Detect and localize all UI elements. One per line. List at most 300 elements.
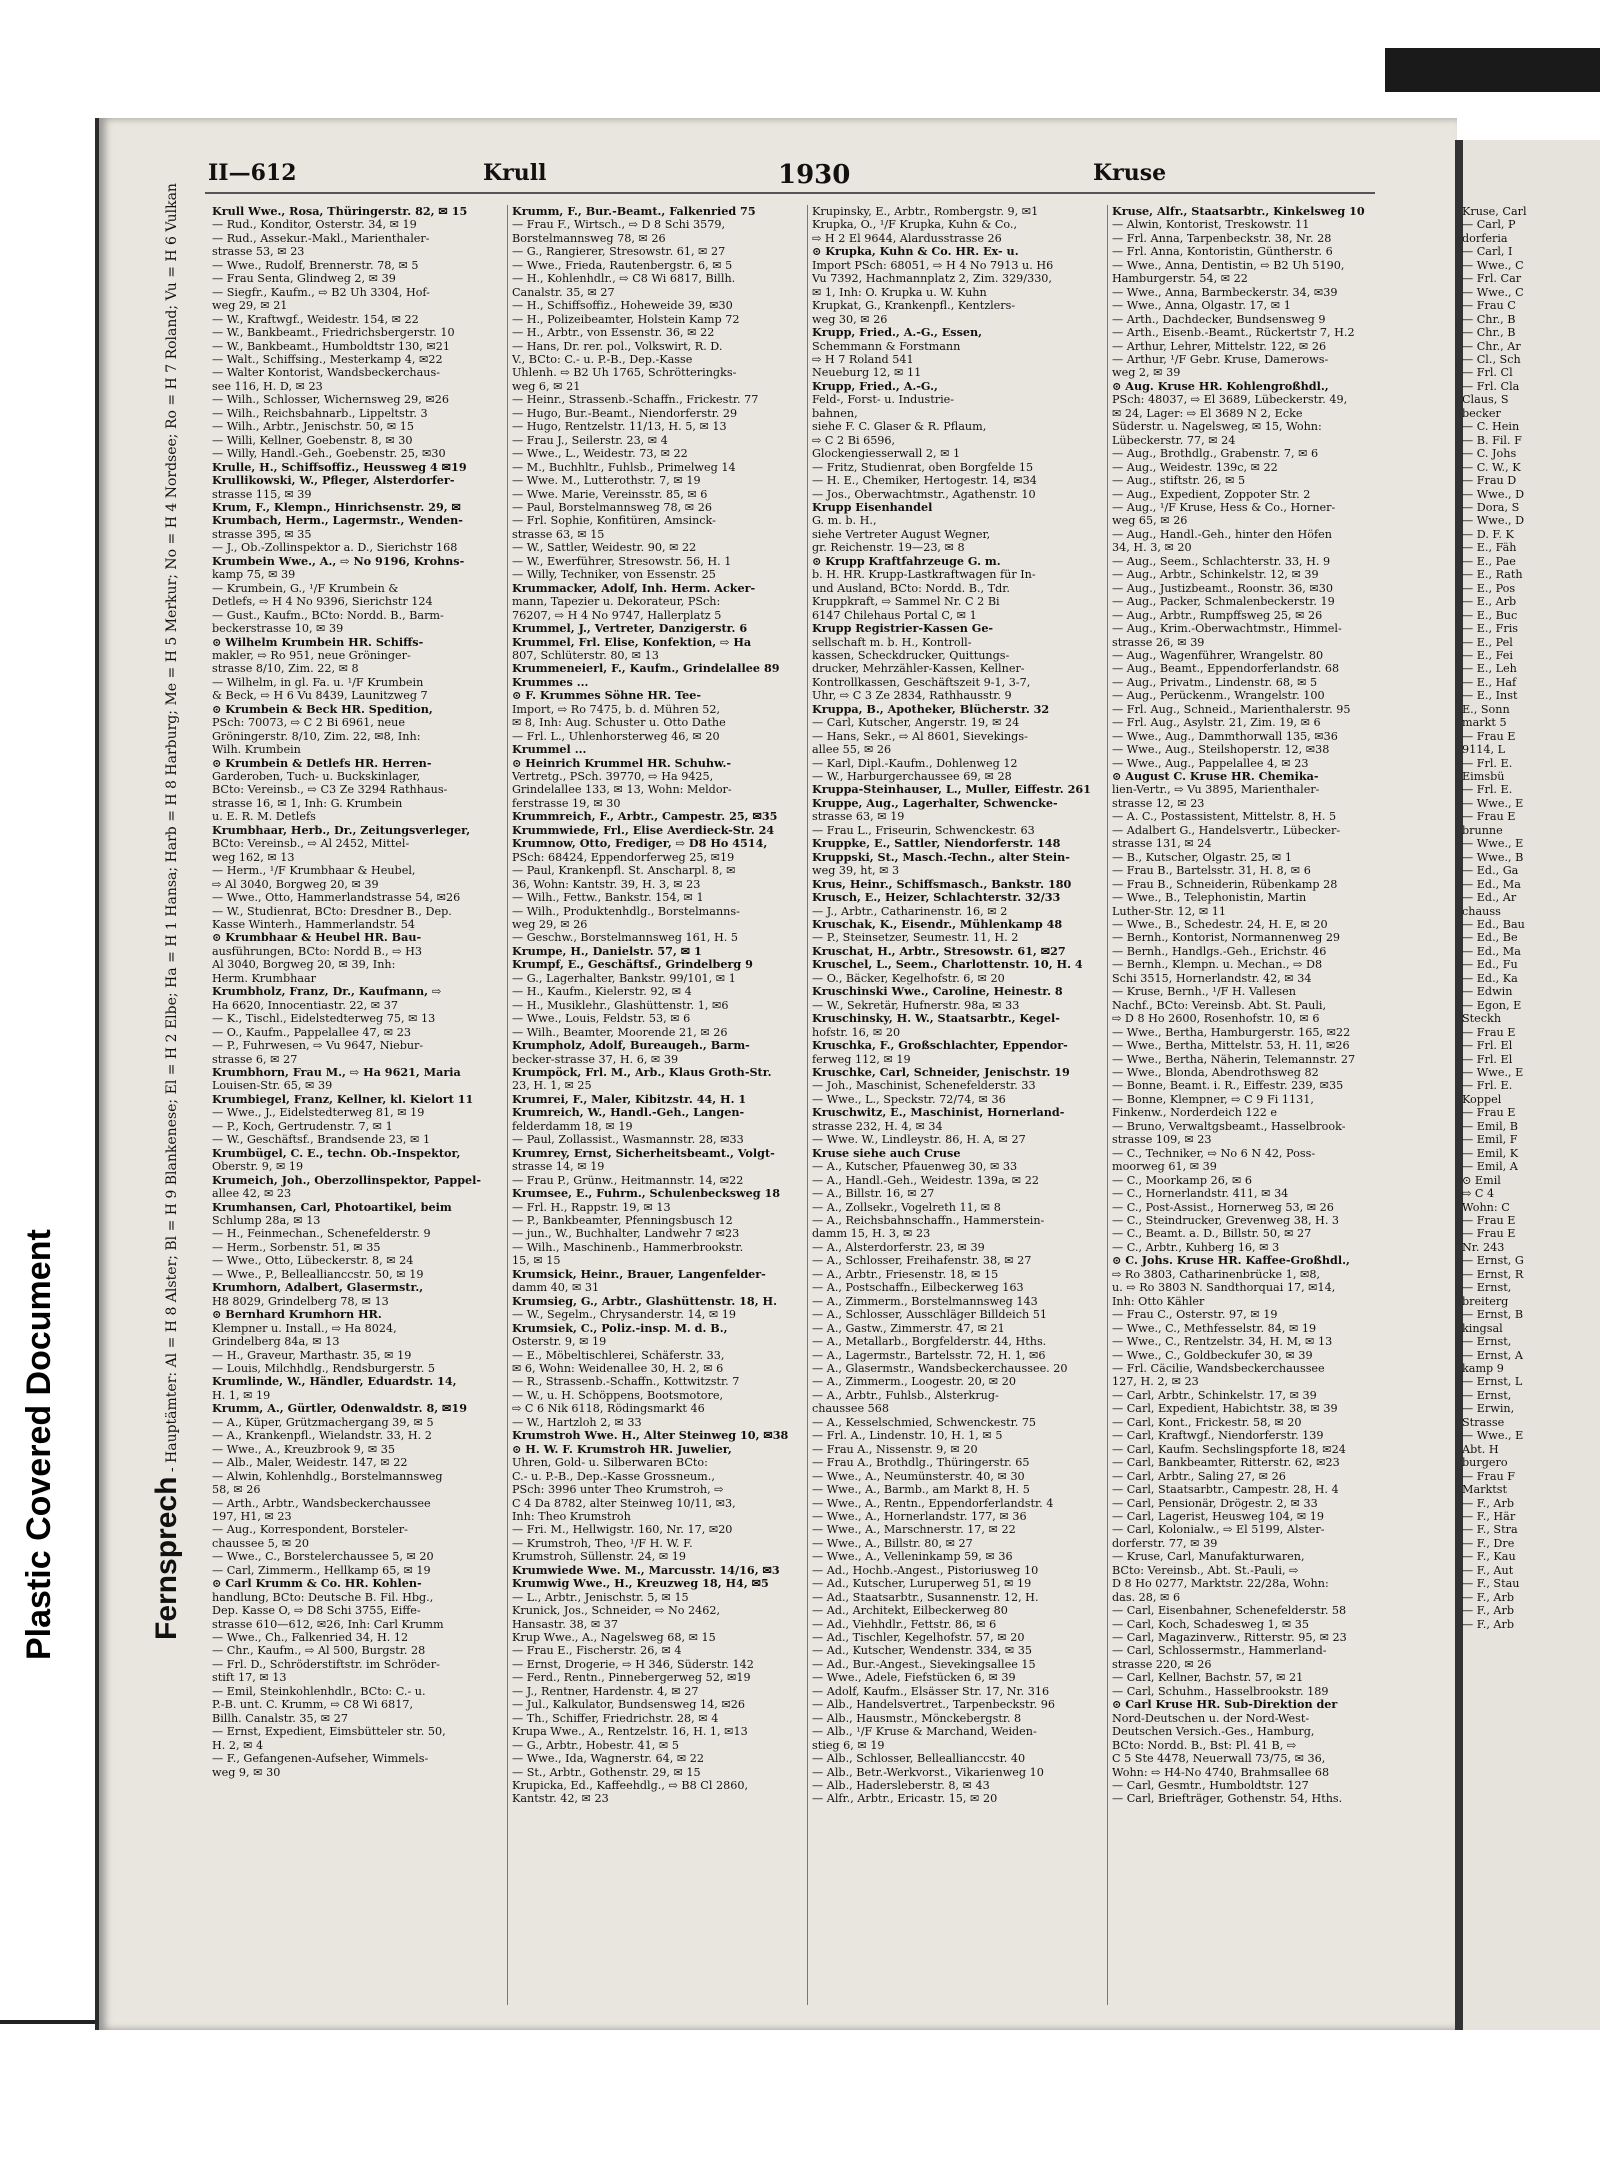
directory-entry: Neueburg 12, ✉ 11 — [812, 366, 922, 380]
next-page-entry: — Frau E — [1462, 1227, 1516, 1241]
directory-entry: H. 2, ✉ 4 — [212, 1738, 264, 1752]
directory-entry: Schemmann & Forstmann — [812, 339, 961, 353]
directory-entry: Schi 3515, Hornerlandstr. 42, ✉ 34 — [1112, 971, 1312, 985]
directory-entry: PSch: 70073, ⇨ C 2 Bi 6961, neue — [212, 716, 406, 730]
directory-entry: Hansastr. 38, ✉ 37 — [512, 1617, 619, 1631]
next-page-entry: — Frau E — [1462, 729, 1516, 743]
directory-entry: Krum, F., Klempn., Hinrichsenstr. 29, ✉ — [212, 500, 461, 514]
directory-entry: Kruse siehe auch Cruse — [812, 1146, 961, 1160]
next-page-entry: — Frl. E. — [1462, 756, 1513, 770]
directory-entry: — H., Polizeibeamter, Holstein Kamp 72 — [512, 312, 740, 326]
directory-entry: — Ferd., Rentn., Pinnebergerweg 52, ✉19 — [512, 1671, 751, 1685]
directory-entry: — H., Arbtr., von Essenstr. 36, ✉ 22 — [512, 326, 715, 340]
next-page-entry: — F., Stra — [1462, 1523, 1518, 1537]
directory-entry: — Frl. Aug., Schneid., Marienthalerstr. 95 — [1112, 702, 1351, 716]
next-page-entry: — F., Stau — [1462, 1577, 1520, 1591]
directory-entry: Luther-Str. 12, ✉ 11 — [1112, 904, 1226, 918]
next-page-entry: — Wwe., C — [1462, 258, 1524, 272]
directory-entry: — H., Musiklehr., Glashüttenstr. 1, ✉6 — [512, 998, 729, 1012]
directory-entry: — H., Graveur, Marthastr. 35, ✉ 19 — [212, 1348, 412, 1362]
directory-entry: BCto: Vereinsb., ⇨ C3 Ze 3294 Rathhaus- — [212, 783, 448, 797]
directory-entry: — Aug., Packer, Schmalenbeckerstr. 19 — [1112, 595, 1335, 609]
directory-entry: — W., Studienrat, BCto: Dresdner B., Dep. — [212, 904, 452, 918]
next-page-entry: — Emil, B — [1462, 1119, 1519, 1133]
next-page-entry: — Frau E — [1462, 1106, 1516, 1120]
header-year: 1930 — [778, 160, 851, 190]
directory-entry: — G., Lagerhalter, Bankstr. 99/101, ✉ 1 — [512, 971, 736, 985]
next-page-entry: — D. F. K — [1462, 527, 1514, 541]
directory-entry: — Kruse, Bernh., ¹/F H. Vallesen — [1112, 985, 1296, 999]
directory-entry: Krupp, Fried., A.-G., — [812, 379, 938, 393]
directory-entry: Krummes ... — [512, 675, 589, 689]
directory-entry: ⊙ Krumbein & Beck HR. Spedition, — [212, 702, 433, 716]
directory-entry: Krumbach, Herm., Lagermstr., Wenden- — [212, 514, 463, 528]
directory-entry: — Aug., Weidestr. 139c, ✉ 22 — [1112, 460, 1278, 474]
directory-entry: 6147 Chilehaus Portal C, ✉ 1 — [812, 608, 977, 622]
next-page-entry: — Wwe., D — [1462, 514, 1525, 528]
column-4 — [1112, 205, 1402, 2005]
directory-entry: — Carl, Kont., Frickestr. 58, ✉ 20 — [1112, 1415, 1302, 1429]
directory-entry: Krumlinde, W., Händler, Eduardstr. 14, — [212, 1375, 457, 1389]
directory-entry: Kruppski, St., Masch.-Techn., alter Stein- — [812, 850, 1070, 864]
directory-entry: — A., Alsterdorferstr. 23, ✉ 39 — [812, 1240, 985, 1254]
directory-entry: — Carl, Koch, Schadesweg 1, ✉ 35 — [1112, 1617, 1310, 1631]
directory-entry: chaussee 568 — [812, 1402, 889, 1416]
next-page-entry: — Wwe., B — [1462, 850, 1524, 864]
directory-entry: — Wilhelm, in gl. Fa. u. ¹/F Krumbein — [212, 675, 424, 689]
directory-entry: — H., Schiffsoffiz., Hoheweide 39, ✉30 — [512, 299, 733, 313]
directory-entry: Krummel, Frl. Elise, Konfektion, ⇨ Ha — [512, 635, 752, 649]
next-page-entry: — Ed., Fu — [1462, 958, 1518, 972]
directory-entry: — W., Geschäftsf., Brandsende 23, ✉ 1 — [212, 1133, 431, 1147]
directory-entry: 15, ✉ 15 — [512, 1254, 561, 1268]
directory-entry: — Arth., Arbtr., Wandsbeckerchaussee — [212, 1496, 431, 1510]
directory-entry: siehe F. C. Glaser & R. Pflaum, — [812, 420, 987, 434]
directory-entry: Krus, Heinr., Schiffsmasch., Bankstr. 180 — [812, 877, 1072, 891]
directory-entry: P.-B. unt. C. Krumm, ⇨ C8 Wi 6817, — [212, 1698, 414, 1712]
next-page-entry: becker — [1462, 406, 1501, 420]
directory-entry: — Wwe., Otto, Lübeckerstr. 8, ✉ 24 — [212, 1254, 414, 1268]
directory-entry: Osterstr. 9, ✉ 19 — [512, 1335, 607, 1349]
directory-entry: — Carl, Arbtr., Saling 27, ✉ 26 — [1112, 1469, 1286, 1483]
next-page-entry: kamp 9 — [1462, 1361, 1504, 1375]
directory-entry: Kruschwitz, E., Maschinist, Hornerland- — [812, 1106, 1065, 1120]
directory-entry: — Hugo, Rentzelstr. 11/13, H. 5, ✉ 13 — [512, 420, 727, 434]
directory-entry: 34, H. 3, ✉ 20 — [1112, 541, 1192, 555]
directory-entry: — W., Hartzloh 2, ✉ 33 — [512, 1415, 642, 1429]
directory-entry: — Frau A., Brothdlg., Thüringerstr. 65 — [812, 1456, 1030, 1470]
directory-entry: strasse 395, ✉ 35 — [212, 527, 312, 541]
directory-entry: — Ad., Viehhdlr., Fettstr. 86, ✉ 6 — [812, 1617, 997, 1631]
directory-entry: damm 40, ✉ 31 — [512, 1281, 600, 1295]
next-page-entry: — Ernst, — [1462, 1281, 1512, 1295]
next-page-entry: — Ernst, B — [1462, 1308, 1524, 1322]
directory-entry: — E., Möbeltischlerei, Schäferstr. 33, — [512, 1348, 725, 1362]
directory-entry: Kruschat, H., Arbtr., Stresowstr. 61, ✉27 — [812, 944, 1066, 958]
next-page-entry: — Ed., Ka — [1462, 971, 1518, 985]
plastic-covered-label: Plastic Covered Document — [20, 1229, 58, 1660]
directory-entry: Inh: Otto Kähler — [1112, 1294, 1205, 1308]
next-page-entry: dorferia — [1462, 231, 1508, 245]
directory-entry: — Jul., Kalkulator, Bundsensweg 14, ✉26 — [512, 1698, 745, 1712]
next-page-column — [1462, 205, 1600, 2025]
directory-entry: Krumwig Wwe., H., Kreuzweg 18, H4, ✉5 — [512, 1577, 769, 1591]
next-page-entry: — Frl. E. — [1462, 783, 1513, 797]
directory-entry: — Frau C., Osterstr. 97, ✉ 19 — [1112, 1308, 1278, 1322]
next-page-entry: Wohn: C — [1462, 1200, 1510, 1214]
directory-entry: — Wwe., B., Telephonistin, Martin — [1112, 891, 1307, 905]
directory-entry: Krusch, E., Heizer, Schlachterstr. 32/33 — [812, 891, 1061, 905]
next-page-entry: — Wwe., D — [1462, 487, 1525, 501]
directory-entry: Krupp, Fried., A.-G., Essen, — [812, 326, 983, 340]
directory-entry: — Frau B., Bartelsstr. 31, H. 8, ✉ 6 — [1112, 864, 1311, 878]
directory-entry: — Ad., Kutscher, Luruperweg 51, ✉ 19 — [812, 1577, 1032, 1591]
directory-entry: damm 15, H. 3, ✉ 23 — [812, 1227, 931, 1241]
next-page-entry: — Ed., Ma — [1462, 877, 1521, 891]
directory-entry: — Wwe., A., Velleninkamp 59, ✉ 36 — [812, 1550, 1013, 1564]
next-page-entry: Strasse — [1462, 1415, 1505, 1429]
directory-entry: — Carl, Bankbeamter, Ritterstr. 62, ✉23 — [1112, 1456, 1340, 1470]
directory-entry: — Carl, Kutscher, Angerstr. 19, ✉ 24 — [812, 716, 1020, 730]
directory-entry: Krummacker, Adolf, Inh. Herm. Acker- — [512, 581, 756, 595]
directory-entry: Süderstr. u. Nagelsweg, ✉ 15, Wohn: — [1112, 420, 1322, 434]
directory-entry: — Frl. Cäcilie, Wandsbeckerchaussee — [1112, 1361, 1325, 1375]
directory-entry: ⇨ Al 3040, Borgweg 20, ✉ 39 — [212, 877, 379, 891]
next-page-entry: — Edwin — [1462, 985, 1513, 999]
next-page-entry: — Erwin, — [1462, 1402, 1515, 1416]
directory-entry: ⊙ Aug. Kruse HR. Kohlengroßhdl., — [1112, 379, 1329, 393]
directory-entry: Krumpf, E., Geschäftsf., Grindelberg 9 — [512, 958, 753, 972]
directory-entry: ⊙ August C. Kruse HR. Chemika- — [1112, 770, 1319, 784]
directory-entry: Krummwiede, Frl., Elise Averdieck-Str. 24 — [512, 823, 775, 837]
directory-entry: — Bernh., Kontorist, Normannenweg 29 — [1112, 931, 1341, 945]
directory-entry: — Frau J., Seilerstr. 23, ✉ 4 — [512, 433, 668, 447]
directory-entry: kassen, Scheckdrucker, Quittungs- — [812, 648, 1010, 662]
next-page-entry: — Emil, A — [1462, 1160, 1518, 1174]
directory-entry: — Hans, Dr. rer. pol., Volkswirt, R. D. — [512, 339, 723, 353]
directory-entry: — Wilh., Fettw., Bankstr. 154, ✉ 1 — [512, 891, 704, 905]
directory-entry: — Aug., Korrespondent, Borsteler- — [212, 1523, 408, 1537]
directory-entry: Krumsieg, G., Arbtr., Glashüttenstr. 18, H. — [512, 1294, 777, 1308]
directory-entry: — Wwe., A., Hornerlandstr. 177, ✉ 36 — [812, 1509, 1027, 1523]
directory-entry: — A., Zollsekr., Vogelreth 11, ✉ 8 — [812, 1200, 1001, 1214]
directory-entry: — G., Arbtr., Hobestr. 41, ✉ 5 — [512, 1738, 679, 1752]
directory-entry: makler, ⇨ Ro 951, neue Gröninger- — [212, 648, 411, 662]
directory-entry: allee 42, ✉ 23 — [212, 1187, 292, 1201]
directory-entry: Krumbhorn, Frau M., ⇨ Ha 9621, Maria — [212, 1066, 461, 1079]
directory-entry: beckerstrasse 10, ✉ 39 — [212, 622, 344, 636]
directory-entry: — Carl, Briefträger, Gothenstr. 54, Hths. — [1112, 1792, 1343, 1806]
next-page-entry: — Frl. El — [1462, 1052, 1513, 1066]
directory-entry: Krumhansen, Carl, Photoartikel, beim — [212, 1200, 452, 1214]
directory-entry: — Carl, Magazinverw., Ritterstr. 95, ✉ 23 — [1112, 1631, 1347, 1645]
directory-entry: — Bernh., Klempn. u. Mechan., ⇨ D8 — [1112, 958, 1323, 972]
next-page-entry: — Wwe., E — [1462, 796, 1524, 810]
directory-entry: strasse 115, ✉ 39 — [212, 487, 312, 501]
directory-entry: — Walter Kontorist, Wandsbeckerchaus- — [212, 366, 441, 380]
directory-entry: Billh. Canalstr. 35, ✉ 27 — [212, 1711, 348, 1725]
directory-entry: Krumbholz, Franz, Dr., Kaufmann, ⇨ — [212, 985, 442, 999]
directory-entry: ✉ 8, Inh: Aug. Schuster u. Otto Dathe — [512, 716, 726, 730]
directory-entry: — Aug., stiftstr. 26, ✉ 5 — [1112, 474, 1246, 488]
directory-entry: Borstelmannsweg 78, ✉ 26 — [512, 231, 666, 245]
next-page-entry: — Frl. E. — [1462, 1079, 1513, 1093]
directory-entry: — H. E., Chemiker, Hertogestr. 14, ✉34 — [812, 474, 1037, 488]
next-page-entry: — F., Kau — [1462, 1550, 1516, 1564]
directory-entry: — A., Lagermstr., Bartelsstr. 72, H. 1, ✉6 — [812, 1348, 1046, 1362]
next-page-entry: — Emil, F — [1462, 1133, 1518, 1147]
directory-entry: — A., Kesselschmied, Schwenckestr. 75 — [812, 1415, 1037, 1429]
directory-entry: — Aug., Privatm., Lindenstr. 68, ✉ 5 — [1112, 675, 1318, 689]
directory-entry: — Frau B., Schneiderin, Rübenkamp 28 — [1112, 877, 1338, 891]
next-page-entry: — E., Fris — [1462, 622, 1519, 636]
directory-entry: — Aug., Justizbeamt., Roonstr. 36, ✉30 — [1112, 581, 1334, 595]
directory-entry: Finkenw., Norderdeich 122 e — [1112, 1106, 1277, 1120]
directory-entry: — Willi, Kellner, Goebenstr. 8, ✉ 30 — [212, 433, 413, 447]
next-page-entry: — Chr., Ar — [1462, 339, 1521, 353]
directory-entry: — Heinr., Strassenb.-Schaffn., Frickestr. 77 — [512, 393, 759, 407]
directory-entry: kamp 75, ✉ 39 — [212, 568, 296, 582]
directory-entry: — Wwe., Ida, Wagnerstr. 64, ✉ 22 — [512, 1752, 704, 1766]
directory-entry: — Frau F., Wirtsch., ⇨ D 8 Schi 3579, — [512, 218, 726, 232]
page-number: II—612 — [208, 160, 297, 186]
directory-entry: ⊙ Heinrich Krummel HR. Schuhw.- — [512, 756, 732, 770]
next-page-entry: — E., Pae — [1462, 554, 1516, 568]
directory-entry: — Alfr., Arbtr., Ericastr. 15, ✉ 20 — [812, 1792, 998, 1806]
directory-entry: — G., Rangierer, Stresowstr. 61, ✉ 27 — [512, 245, 726, 259]
directory-entry: 127, H. 2, ✉ 23 — [1112, 1375, 1199, 1389]
next-page-entry: — Wwe., E — [1462, 1066, 1524, 1079]
column-divider — [507, 205, 508, 2005]
directory-entry: felderdamm 18, ✉ 19 — [512, 1119, 633, 1133]
directory-entry: BCto: Nordd. B., Bst: Pl. 41 B, ⇨ — [1112, 1738, 1297, 1752]
directory-entry: — Wwe., Frieda, Rautenbergstr. 6, ✉ 5 — [512, 258, 733, 272]
directory-entry: weg 65, ✉ 26 — [1112, 514, 1188, 528]
directory-entry: — Wwe., Louis, Feldstr. 53, ✉ 6 — [512, 1012, 691, 1026]
next-page-entry: — Frau E — [1462, 810, 1516, 824]
next-page-entry: — C. Johs — [1462, 447, 1517, 461]
directory-entry: strasse 220, ✉ 26 — [1112, 1657, 1212, 1671]
directory-entry: — Krumstroh, Theo, ¹/F H. W. F. — [512, 1536, 693, 1550]
directory-entry: Krull Wwe., Rosa, Thüringerstr. 82, ✉ 15 — [212, 205, 468, 218]
directory-entry: dorferstr. 77, ✉ 39 — [1112, 1536, 1218, 1550]
directory-entry: Kruschke, Carl, Schneider, Jenischstr. 19 — [812, 1066, 1070, 1079]
directory-entry: — Alb., Schlosser, Belleallianccstr. 40 — [812, 1752, 1026, 1766]
directory-entry: — Paul, Borstelmannsweg 78, ✉ 26 — [512, 500, 712, 514]
directory-entry: u. E. R. M. Detlefs — [212, 810, 316, 824]
next-page-entry: — E., Pos — [1462, 581, 1516, 595]
directory-entry: — M., Buchhltr., Fuhlsb., Primelweg 14 — [512, 460, 736, 474]
directory-entry: Uhlenh. ⇨ B2 Uh 1765, Schrötteringks- — [512, 366, 737, 380]
next-page-entry: markt 5 — [1462, 716, 1507, 730]
directory-entry: — Wwe., A., Billstr. 80, ✉ 27 — [812, 1536, 973, 1550]
directory-entry: — Carl, Expedient, Habichtstr. 38, ✉ 39 — [1112, 1402, 1338, 1416]
directory-entry: weg 2, ✉ 39 — [1112, 366, 1181, 380]
directory-entry: Garderoben, Tuch- u. Buckskinlager, — [212, 770, 421, 784]
directory-entry: — Wwe., Otto, Hammerlandstrasse 54, ✉26 — [212, 891, 461, 905]
directory-entry: — H., Kohlenhdlr., ⇨ C8 Wi 6817, Billh. — [512, 272, 736, 286]
directory-entry: Herm. Krumbhaar — [212, 971, 317, 985]
directory-entry: — Ad., Staatsarbtr., Susannenstr. 12, H. — [812, 1590, 1039, 1604]
directory-entry: — Frau P., Grünw., Heitmannstr. 14, ✉22 — [512, 1173, 744, 1187]
directory-entry: Kruschinski Wwe., Caroline, Heinestr. 8 — [812, 985, 1063, 999]
directory-entry: — P., Fuhrwesen, ⇨ Vu 9647, Niebur- — [212, 1039, 424, 1053]
directory-entry: Krumsee, E., Fuhrm., Schulenbecksweg 18 — [512, 1187, 781, 1201]
directory-entry: Grindelallee 133, ✉ 13, Wohn: Meldor- — [512, 783, 732, 797]
directory-entry: — Wwe., Rudolf, Brennerstr. 78, ✉ 5 — [212, 258, 419, 272]
directory-entry: — R., Strassenb.-Schaffn., Kottwitzstr. 7 — [512, 1375, 740, 1389]
directory-entry: — W., Ewerführer, Stresowstr. 56, H. 1 — [512, 554, 732, 568]
directory-entry: Kontrollkassen, Geschäftszeit 9-1, 3-7, — [812, 675, 1031, 689]
directory-entry: — B., Kutscher, Olgastr. 25, ✉ 1 — [1112, 850, 1292, 864]
directory-entry: Vertretg., PSch. 39770, ⇨ Ha 9425, — [512, 770, 714, 784]
directory-entry: — Frl. A., Lindenstr. 10, H. 1, ✉ 5 — [812, 1429, 1003, 1443]
next-page-entry: Koppel — [1462, 1092, 1502, 1106]
directory-entry: — W., Harburgerchaussee 69, ✉ 28 — [812, 770, 1012, 784]
directory-entry: — Alb., Maler, Weidestr. 147, ✉ 22 — [212, 1456, 408, 1470]
directory-entry: — Arth., Eisenb.-Beamt., Rückertstr 7, H.2 — [1112, 326, 1355, 340]
next-page-entry: — Frau E — [1462, 1025, 1516, 1039]
directory-entry: Krumstroh Wwe. H., Alter Steinweg 10, ✉38 — [512, 1429, 789, 1443]
next-page-entry: Kruse, Carl — [1462, 205, 1527, 218]
directory-entry: Hamburgerstr. 54, ✉ 22 — [1112, 272, 1248, 286]
directory-entry: ✉ 24, Lager: ⇨ El 3689 N 2, Ecke — [1112, 406, 1303, 420]
next-page-entry: — F., Arb — [1462, 1496, 1515, 1510]
column-3 — [812, 205, 1102, 2005]
directory-entry: — K., Tischl., Eidelstedterweg 75, ✉ 13 — [212, 1012, 436, 1026]
directory-entry: — Wwe., C., Goldbeckufer 30, ✉ 39 — [1112, 1348, 1313, 1362]
directory-entry: G. m. b. H., — [812, 514, 877, 528]
directory-entry: — Paul, Zollassist., Wasmannstr. 28, ✉33 — [512, 1133, 744, 1147]
directory-entry: — A., Arbtr., Friesenstr. 18, ✉ 15 — [812, 1267, 999, 1281]
directory-entry: — A., Billstr. 16, ✉ 27 — [812, 1187, 935, 1201]
directory-entry: strasse 6, ✉ 27 — [212, 1052, 298, 1066]
directory-entry: Krummel, J., Vertreter, Danzigerstr. 6 — [512, 622, 748, 636]
directory-entry: strasse 131, ✉ 24 — [1112, 837, 1212, 851]
directory-entry: — Hugo, Bur.-Beamt., Niendorferstr. 29 — [512, 406, 738, 420]
directory-entry: Gröningerstr. 8/10, Zim. 22, ✉8, Inh: — [212, 729, 421, 743]
directory-entry: bahnen, — [812, 406, 858, 420]
next-page-entry: Steckh — [1462, 1012, 1502, 1026]
directory-entry: ⊙ Bernhard Krumhorn HR. — [212, 1308, 382, 1322]
directory-entry: — Jos., Oberwachtmstr., Agathenstr. 10 — [812, 487, 1036, 501]
directory-entry: C 5 Ste 4478, Neuerwall 73/75, ✉ 36, — [1112, 1752, 1326, 1766]
directory-entry: handlung, BCto: Deutsche B. Fil. Hbg., — [212, 1590, 434, 1604]
directory-entry: — W., Sattler, Weidestr. 90, ✉ 22 — [512, 541, 697, 555]
directory-entry: Grindelberg 84a, ✉ 13 — [212, 1335, 340, 1349]
directory-entry: — Wwe., B., Schedestr. 24, H. E, ✉ 20 — [1112, 918, 1328, 932]
directory-entry: ⊙ H. W. F. Krumstroh HR. Juwelier, — [512, 1442, 732, 1456]
next-page-entry: — C. W., K — [1462, 460, 1521, 474]
directory-entry: Krumm, F., Bur.-Beamt., Falkenried 75 — [512, 205, 756, 218]
next-page-entry: — E., Rath — [1462, 568, 1523, 582]
directory-entry: strasse 610—612, ✉26, Inh: Carl Krumm — [212, 1617, 444, 1631]
directory-entry: weg 39, ht, ✉ 3 — [812, 864, 900, 878]
directory-entry: — Frl. H., Rappstr. 19, ✉ 13 — [512, 1200, 671, 1214]
directory-entry: PSch: 48037, ⇨ El 3689, Lübeckerstr. 49, — [1112, 393, 1348, 407]
next-page-entry: — E., Arb — [1462, 595, 1517, 609]
directory-entry: Nord-Deutschen u. der Nord-West- — [1112, 1711, 1310, 1725]
directory-entry: — J., Arbtr., Catharinenstr. 16, ✉ 2 — [812, 904, 1008, 918]
next-page-entry: — C. Hein — [1462, 420, 1520, 434]
directory-entry: — Wilh., Arbtr., Jenischstr. 50, ✉ 15 — [212, 420, 415, 434]
directory-entry: strasse 12, ✉ 23 — [1112, 796, 1205, 810]
directory-entry: Wohn: ⇨ H4-No 4740, Brahmsallee 68 — [1112, 1765, 1330, 1779]
directory-entry: Krupicka, Ed., Kaffeehdlg., ⇨ B8 Cl 2860, — [512, 1779, 749, 1793]
directory-entry: ⊙ Krumbein & Detlefs HR. Herren- — [212, 756, 432, 770]
next-page-entry: — Ed., Ga — [1462, 864, 1519, 878]
directory-entry: — Wilh., Maschinenb., Hammerbrookstr. — [512, 1240, 744, 1254]
directory-entry: — Wwe., J., Eidelstedterweg 81, ✉ 19 — [212, 1106, 425, 1120]
directory-entry: weg 6, ✉ 21 — [512, 379, 581, 393]
next-page-entry: kingsal — [1462, 1321, 1503, 1335]
directory-entry: — St., Arbtr., Gothenstr. 29, ✉ 15 — [512, 1765, 701, 1779]
directory-entry: ⊙ Wilhelm Krumbein HR. Schiffs- — [212, 635, 424, 649]
directory-entry: — Paul, Krankenpfl. St. Anscharpl. 8, ✉ — [512, 864, 736, 878]
directory-entry: — Ad., Kutscher, Wendenstr. 334, ✉ 35 — [812, 1644, 1033, 1658]
directory-entry: — C., Techniker, ⇨ No 6 N 42, Poss- — [1112, 1146, 1316, 1160]
directory-entry: ⊙ Krupka, Kuhn & Co. HR. Ex- u. — [812, 245, 1019, 259]
next-page-entry: — Chr., B — [1462, 326, 1516, 340]
directory-entry: — Wwe., Bertha, Mittelstr. 53, H. 11, ✉26 — [1112, 1039, 1350, 1053]
next-page-entry: — Frl. Car — [1462, 272, 1522, 286]
directory-entry: — Arth., Dachdecker, Bundsensweg 9 — [1112, 312, 1326, 326]
directory-entry: — P., Koch, Gertrudenstr. 7, ✉ 1 — [212, 1119, 393, 1133]
directory-entry: Feld-, Forst- u. Industrie- — [812, 393, 955, 407]
directory-entry: Krupa Wwe., A., Rentzelstr. 16, H. 1, ✉13 — [512, 1725, 748, 1739]
directory-entry: — Hans, Sekr., ⇨ Al 8601, Sievekings- — [812, 729, 1028, 743]
directory-entry: — Aug., Expedient, Zoppoter Str. 2 — [1112, 487, 1311, 501]
directory-entry: — A., Metallarb., Borgfelderstr. 44, Hths. — [812, 1335, 1047, 1349]
next-page-entry: — Egon, E — [1462, 998, 1522, 1012]
column-2 — [512, 205, 802, 2005]
directory-entry: Schlump 28a, ✉ 13 — [212, 1213, 321, 1227]
directory-entry: — Wwe., L., Weidestr. 73, ✉ 22 — [512, 447, 688, 461]
directory-entry: strasse 109, ✉ 23 — [1112, 1133, 1212, 1147]
directory-entry: Krummreich, F., Arbtr., Campestr. 25, ✉35 — [512, 810, 778, 824]
directory-entry: strasse 63, ✉ 15 — [512, 527, 605, 541]
directory-entry: — C., Hornerlandstr. 411, ✉ 34 — [1112, 1187, 1289, 1201]
directory-entry: das. 28, ✉ 6 — [1112, 1590, 1181, 1604]
directory-entry: strasse 8/10, Zim. 22, ✉ 8 — [212, 662, 359, 676]
directory-entry: weg 30, ✉ 26 — [812, 312, 888, 326]
directory-entry: — W., u. H. Schöppens, Bootsmotore, — [512, 1388, 724, 1402]
directory-entry: — Wilh., Schlosser, Wichernsweg 29, ✉26 — [212, 393, 449, 407]
directory-entry: — Fritz, Studienrat, oben Borgfelde 15 — [812, 460, 1034, 474]
next-page-entry: — Cl., Sch — [1462, 352, 1521, 366]
directory-entry: ⇨ C 2 Bi 6596, — [812, 433, 896, 447]
directory-entry: — Rud., Assekur.-Makl., Marienthaler- — [212, 231, 430, 245]
directory-entry: — Aug., Perückenm., Wrangelstr. 100 — [1112, 689, 1325, 703]
directory-entry: — Frau E., Fischerstr. 26, ✉ 4 — [512, 1644, 682, 1658]
next-page-entry: ⇨ C 4 — [1462, 1187, 1495, 1201]
directory-entry: — Ad., Hochb.-Angest., Pistoriusweg 10 — [812, 1563, 1039, 1577]
directory-entry: — Aug., Arbtr., Schinkelstr. 12, ✉ 39 — [1112, 568, 1319, 582]
directory-entry: mann, Tapezier u. Dekorateur, PSch: — [512, 595, 721, 609]
next-page-entry: burgero — [1462, 1456, 1508, 1470]
directory-entry: Glockengiesserwall 2, ✉ 1 — [812, 447, 961, 461]
directory-entry: — Frau A., Nissenstr. 9, ✉ 20 — [812, 1442, 978, 1456]
directory-entry: — Alb., Betr.-Werkvorst., Vikarienweg 10 — [812, 1765, 1044, 1779]
directory-entry: — Aug., Krim.-Oberwachtmstr., Himmel- — [1112, 622, 1342, 636]
directory-entry: — Wwe., Anna, Barmbeckerstr. 34, ✉39 — [1112, 285, 1338, 299]
directory-entry: ⇨ H 7 Roland 541 — [812, 352, 914, 366]
next-page-entry: — Ernst, — [1462, 1388, 1512, 1402]
directory-entry: H8 8029, Grindelberg 78, ✉ 13 — [212, 1294, 389, 1308]
next-page-entry: — B. Fil. F — [1462, 433, 1522, 447]
directory-entry: Krupka, O., ¹/F Krupka, Kuhn & Co., — [812, 218, 1018, 232]
directory-entry: — Wwe., Anna, Dentistin, ⇨ B2 Uh 5190, — [1112, 258, 1345, 272]
